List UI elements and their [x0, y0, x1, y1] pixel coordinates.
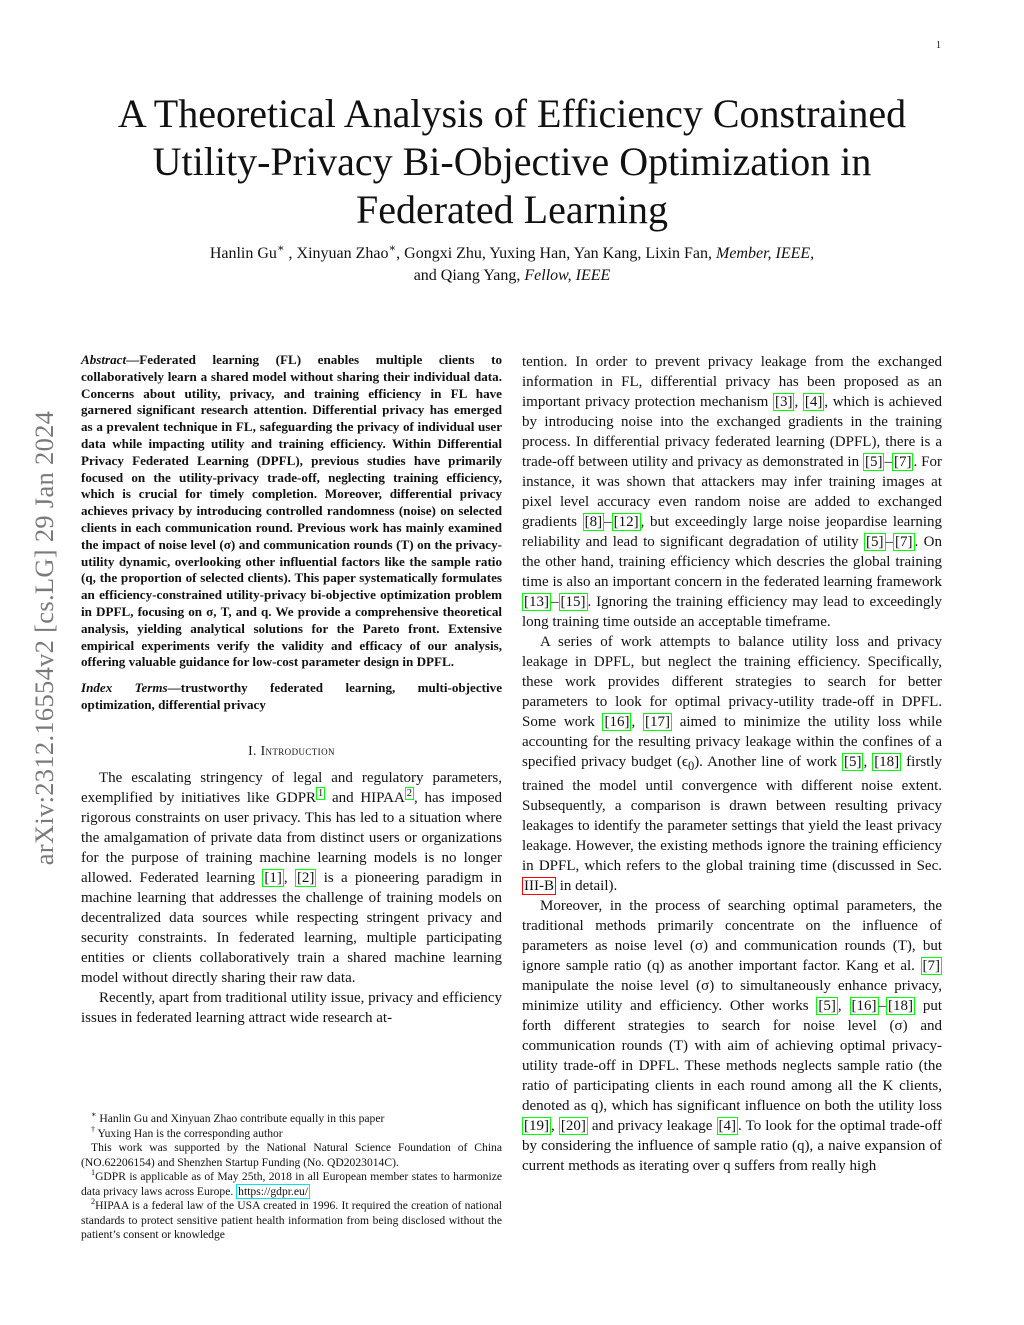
citation-link[interactable]: [7] [893, 454, 912, 470]
citation-link[interactable]: [2] [296, 869, 315, 886]
index-terms-text: trustworthy federated learning, multi-objective optimization, differential privacy [81, 680, 503, 712]
title-line-1: A Theoretical Analysis of Efficiency Constrained [117, 91, 907, 136]
page-number: 1 [936, 40, 941, 51]
paper-title [60, 90, 964, 234]
citation-link[interactable]: [4] [804, 394, 823, 410]
citation-link[interactable]: [8] [584, 514, 603, 530]
citation-link[interactable]: [4] [718, 1118, 737, 1134]
right-column [522, 352, 942, 1176]
footnote-link-1[interactable]: 1 [318, 787, 324, 799]
citation-link[interactable]: [5] [818, 998, 836, 1014]
footnote-equal-contribution: ∗ Hanlin Gu and Xinyuan Zhao contribute equally in this paper [91, 1110, 385, 1125]
author-list [60, 243, 964, 287]
author-role-member: Member, IEEE, [715, 245, 815, 262]
citation-link[interactable]: [1] [264, 869, 282, 886]
citation-link[interactable]: [17] [644, 714, 670, 730]
citation-link[interactable]: [18] [888, 998, 914, 1014]
citation-link[interactable]: [15] [560, 594, 586, 610]
section-heading-introduction: I. Introduction [248, 742, 335, 758]
intro-paragraph-2: Recently, apart from traditional utility issue, privacy and efficiency issues in federated learning attract wide research at- [81, 989, 502, 1026]
citation-link[interactable]: [7] [895, 534, 913, 550]
author-line-2: and Qiang Yang, Fellow, IEEE [413, 267, 611, 284]
citation-link[interactable]: [12] [613, 514, 639, 530]
abstract-text: Federated learning (FL) enables multiple clients to collaboratively learn a shared model without sharing their individual data. Concerns about utility, privacy, and training efficiency in FL have garnered significant research attention. Differential privacy has emerged as a prevalent technique in FL, safeguarding the privacy of individual user data while impacting utility and training efficiency. Within Differential Privacy Federated Learning (DPFL), previous studies have primarily focused on the utility-privacy trade-off, neglecting training efficiency, which is crucial for timely completion. Moreover, differential privacy achieves privacy by introducing controlled randomness (noise) on selected clients in each communication round. Previous work has mainly examined the impact of noise level (σ) and communication rounds (T) on the privacy-utility dynamic, overlooking other influential factors like the sample ratio (q, the proportion of selected clients). This paper systematically formulates an efficiency-constrained utility-privacy bi-objective optimization problem in DPFL, focusing on σ, T, and q. We provide a comprehensive theoretical analysis, yielding analytical solutions for the Pareto front. Extensive empirical experiments verify the validity and efficacy of our analysis, offering valuable guidance for low-cost parameter design in DPFL. [81, 352, 502, 670]
citation-link[interactable]: [18] [874, 754, 900, 770]
title-line-3: Federated Learning [355, 187, 669, 232]
citation-link[interactable]: [16] [604, 714, 630, 730]
index-terms-label: Index Terms [81, 680, 168, 696]
arxiv-stamp: arXiv:2312.16554v2 [cs.LG] 29 Jan 2024 [29, 410, 59, 866]
footnotes [81, 1112, 502, 1243]
intro-paragraph-4: Moreover, in the process of searching optimal parameters, the traditional methods primarily concentrate on the influence of parameters as noise level (σ) and communication rounds (T), but ignore sample ratio (q) as another important factor. Kang et al. [7] manipulate the noise level (σ) to simultaneously enhance privacy, minimize utility and efficiency. Other works [5] , [16] – [18] put forth different strategies to search for noise level (σ) and communication rounds (T) with aim of achieving optimal privacy-utility trade-off in DPFL. These methods neglects sample ratio (the ratio of participating clients in each round among all the K clients, denoted as q), which has significant influence on both the utility loss [19] , [20] and privacy leakage [4] . To look for the optimal trade-off by considering the influence of sample ratio (q), a naive expansion of current methods as iterating over q suffers from really high [522, 898, 943, 1174]
footnote-hipaa: $^2$HIPAA is a federal law of the USA created in 1996. It required the creation of national standards to protect sensitive patient health information from being disclosed without the patient’s consent or knowledge [81, 1197, 502, 1241]
citation-link[interactable]: [5] [843, 754, 862, 770]
author-role-fellow: Fellow, IEEE [524, 267, 611, 284]
abstract-label: Abstract [81, 352, 127, 367]
left-column [81, 352, 502, 1028]
footnote-corresponding-author: † Yuxing Han is the corresponding author [91, 1124, 283, 1140]
intro-paragraph-1: The escalating stringency of legal and regulatory parameters, exemplified by initiatives like GDPR $^1$ and HIPAA $^2$ , has imposed rigorous constraints on user privacy. This has led to a situation where the amalgamation of private data from distinct users or organizations for the purpose of training machine learning models is no longer allowed. Federated learning [1] , [2] is a pioneering paradigm in machine learning that addresses the challenge of training models on decentralized data sources while respecting stringent privacy and security constraints. In federated learning, multiple participating entities or clients collaboratively train a shared machine learning model without directly sharing their raw data. [81, 769, 503, 986]
index-terms: Index Terms—trustworthy federated learning, multi-objective optimization, differential privacy [81, 680, 503, 712]
citation-link[interactable]: [20] [560, 1118, 586, 1134]
author-line-1: Hanlin Gu∗ , Xinyuan Zhao∗, Gongxi Zhu, Yuxing Han, Yan Kang, Lixin Fan, Member, IEEE, [209, 242, 815, 262]
citation-link[interactable]: [16] [851, 998, 877, 1014]
intro-paragraph-continued: tention. In order to prevent privacy leakage from the exchanged information in FL, differential privacy has been proposed as an important privacy protection mechanism [3] , [4] , which is achieved by introducing noise into the exchanged gradients in the training process. In differential privacy federated learning (DPFL), there is a trade-off between utility and privacy as demonstrated in [5] – [7] . For instance, it was shown that attackers may infer training images at pixel level accuracy even random noise are added to exchanged gradients [8] – [12] , but exceedingly large noise jeopardise learning reliability and lead to significant degradation of utility [5] – [7] . On the other hand, training efficiency which descries the global training time is also an important concern in the federated learning framework [13] – [15] . Ignoring the training efficiency may lead to exceedingly long training time outside an acceptable timeframe. [522, 354, 942, 630]
citation-link[interactable]: [5] [866, 534, 884, 550]
title-line-2: Utility-Privacy Bi-Objective Optimization in [152, 139, 872, 184]
gdpr-url-link[interactable]: https://gdpr.eu/ [238, 1184, 309, 1198]
citation-link[interactable]: [13] [524, 594, 549, 610]
footnote-link-2[interactable]: 2 [406, 787, 413, 799]
citation-link[interactable]: [7] [922, 958, 940, 974]
citation-link[interactable]: [5] [864, 454, 883, 470]
footnote-funding: This work was supported by the National Natural Science Foundation of China (NO.62206154) and Shenzhen Startup Funding (No. QD2023014C). [81, 1141, 502, 1169]
citation-link[interactable]: [3] [774, 394, 793, 410]
citation-link[interactable]: [19] [524, 1118, 549, 1134]
abstract: Abstract—Federated learning (FL) enables multiple clients to collaboratively learn a shared model without sharing their individual data. Concerns about utility, privacy, and training efficiency in FL have garnered significant research attention. Differential privacy has emerged as a prevalent technique in FL, safeguarding the privacy of individual user data while impacting utility and training efficiency. Within Differential Privacy Federated Learning (DPFL), previous studies have primarily focused on the utility-privacy trade-off, neglecting training efficiency, which is crucial for timely completion. Moreover, differential privacy achieves privacy by introducing controlled randomness (noise) on selected clients in each communication round. Previous work has mainly examined the impact of noise level (σ) and communication rounds (T) on the privacy-utility dynamic, overlooking other influential factors like the sample ratio (q, the proportion of selected clients). This paper systematically formulates an efficiency-constrained utility-privacy bi-objective optimization problem in DPFL, focusing on σ, T, and q. We provide a comprehensive theoretical analysis, yielding analytical solutions for the Pareto front. Extensive empirical experiments verify the validity and efficacy of our analysis, offering valuable guidance for low-cost parameter design in DPFL. [81, 352, 502, 670]
intro-paragraph-3: A series of work attempts to balance utility loss and privacy leakage in DPFL, but neglect the training efficiency. Specifically, these work provides different strategies to search for better parameters to look for optimal privacy-utility trade-off in DPFL. Some work [16] , [17] aimed to minimize the utility loss while accounting for the resulting privacy leakage within the confines of a specified privacy budget $(\epsilon_0)$. Another line of work [5] , [18] firstly trained the model until convergence with different noise extent. Subsequently, a comparison is drawn between resulting privacy leakages to identify the parameter settings that yield the least privacy leakage. However, the existing methods ignore the training efficiency in DPFL, which refers to the global training time (discussed in Sec. III-B in detail). [522, 634, 942, 894]
footnote-gdpr: $^1$GDPR is applicable as of May 25th, 2018 in all European member states to harmonize data privacy laws across Europe. https://gdpr.eu/ [81, 1168, 502, 1198]
section-link[interactable]: III-B [524, 878, 554, 894]
